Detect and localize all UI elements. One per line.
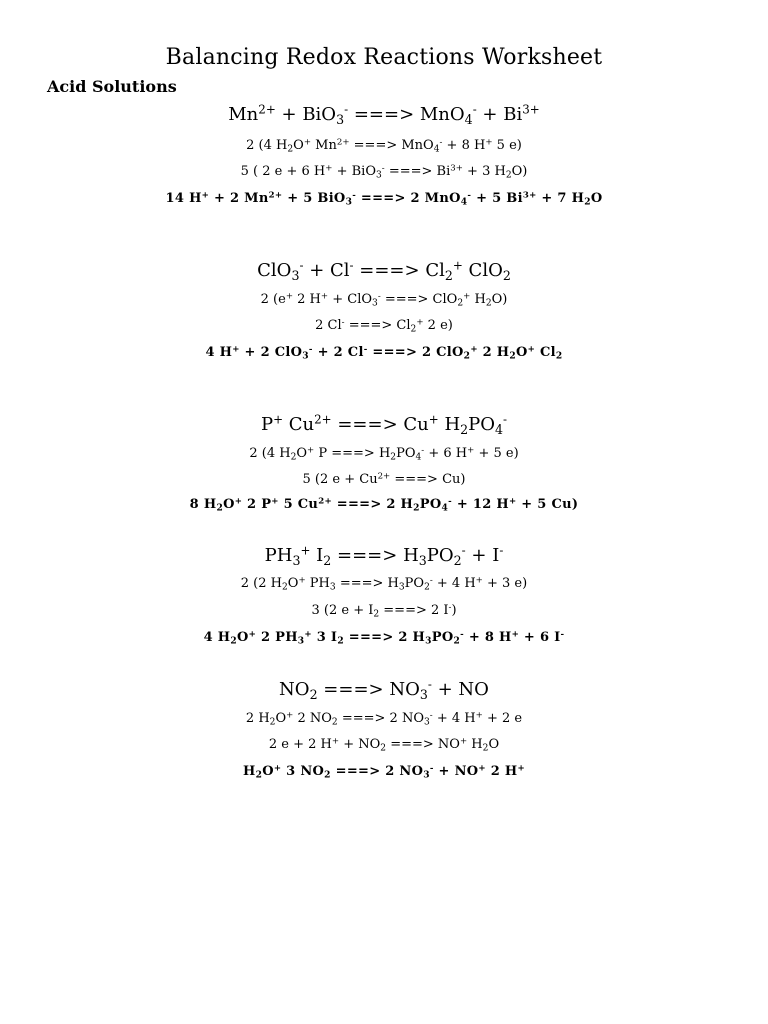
problem-3-answer: 8 $H_2O^+$ 2 P+ 5 $Cu^{2+}$ ===> 2 $H_2PO_4^- + 12$ H+ + 5 Cu) xyxy=(189,496,579,514)
problem-4-answer: 4 $H_2O^+$ 2 $PH_3^+$ 3 $I_2$ ===> 2 $H_3PO_2^- + 8$ H+ + 6 I- xyxy=(203,629,565,647)
problem-3-step-1: 2 (4 $H_2O^+$ P ===> $H_2PO_4^- + 6$ H+ + 5 e) xyxy=(249,445,519,463)
problem-2-step-1: 2 (e+ 2 H+ + ClO$_3$- ===> ClO$_2$+ $H_2O$) xyxy=(260,291,508,309)
problem-4-equation: $PH_3^+$ $I_2$ ===> $H_3PO_2^- + I^-$ xyxy=(264,543,504,568)
problem-1-answer: 14 H+ + 2 $Mn^{2+} + 5$ BiO$_3$- ===> 2 MnO$_4$- + 5 $Bi^{3+} + 7$ $H_2O$ xyxy=(165,190,603,208)
problem-5-equation: $NO_2$ ===> $NO_3^-$ + NO xyxy=(279,677,489,702)
problem-1-equation: $Mn^{2+} + BiO_3^-$ ===> $MnO_4^- + Bi^{3+}$ xyxy=(228,102,540,127)
problem-5-step-1: 2 $H_2O^+$ 2 $NO_2$ ===> 2 $NO_3^- + 4$ H+ + 2 e xyxy=(245,710,523,728)
problem-2-answer: 4 H+ + 2 ClO$_3$- + 2 Cl- ===> 2 ClO$_2$+ 2 $H_2O^+$ $Cl_2$ xyxy=(205,344,563,362)
section-heading: Acid Solutions xyxy=(47,77,177,96)
problem-5-answer: $H_2O^+$ 3 $NO_2$ ===> 2 $NO_3^- + NO^+$ 2 H+ xyxy=(243,763,525,781)
problem-1-step-1: 2 (4 $H_2O^+$ $Mn^{2+}$ ===> MnO$_4$- + 8 H+ 5 e) xyxy=(246,137,522,155)
problem-3-step-2: 5 (2 $e + Cu^{2+}$ ===> Cu) xyxy=(302,471,466,487)
problem-5-step-2: 2 e + 2 $H^+ + NO_2$ ===> NO+ $H_2O$ xyxy=(268,736,500,754)
page-title: Balancing Redox Reactions Worksheet xyxy=(165,45,603,70)
problem-3-equation: P+ $Cu^{2+}$ ===> Cu+ $H_2PO_4^-$ xyxy=(260,412,508,437)
problem-2-equation: ClO$_3$- + Cl- ===> $Cl_2^+$ ClO$_2$ xyxy=(257,258,511,283)
problem-1-step-2: 5 ( 2 e + 6 H+ + BiO$_3$- ===> $Bi^{3+} + 3$ $H_2O$) xyxy=(240,163,528,181)
problem-4-step-1: 2 (2 $H_2O^+$ $PH_3$ ===> $H_3PO_2^- + 4$ H+ + 3 e) xyxy=(240,575,528,593)
problem-2-step-2: 2 Cl- ===> $Cl_2^+$ 2 e) xyxy=(315,317,453,335)
problem-4-step-2: 3 (2 $e + I_2$ ===> 2 I-) xyxy=(311,602,457,620)
